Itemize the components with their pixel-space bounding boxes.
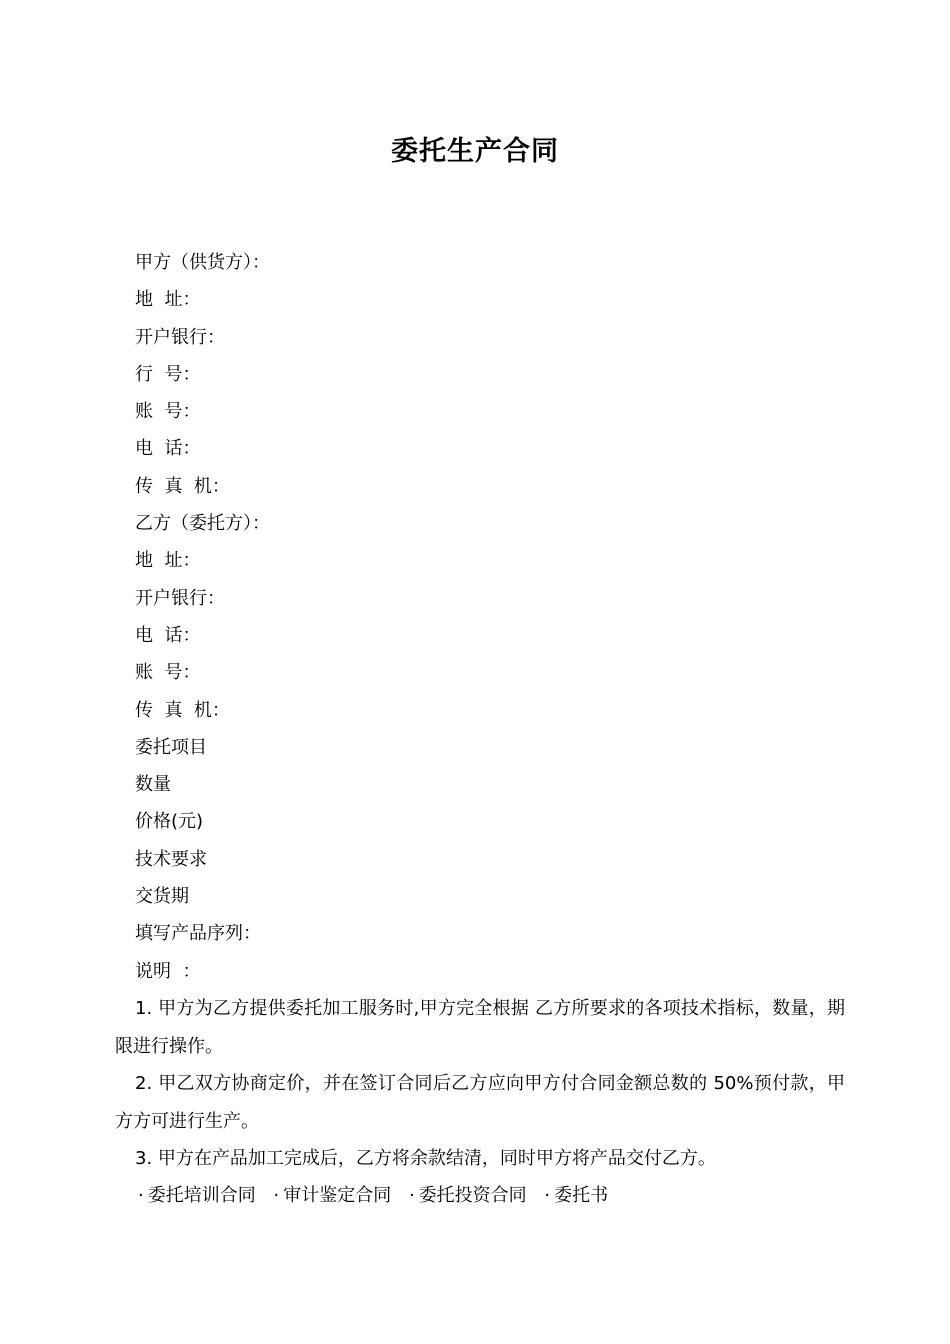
related-link-training-contract[interactable] bbox=[138, 1185, 256, 1206]
field-notes-heading: 说明 ： bbox=[135, 960, 201, 982]
field-party-b-fax: 传 真 机： bbox=[135, 699, 230, 721]
note-paragraph: 2. 甲乙双方协商定价，并在签订合同后乙方应向甲方付合同金额总数的 50%预付款，甲方方可进行生产。 bbox=[115, 1073, 845, 1132]
related-link-power-of-attorney[interactable] bbox=[544, 1185, 608, 1206]
field-party-a-account: 账 号： bbox=[135, 401, 201, 423]
field-quantity: 数量 bbox=[135, 774, 171, 796]
field-party-a: 甲方（供货方）： bbox=[135, 252, 270, 273]
related-link-label: 审计鉴定合同 bbox=[283, 1185, 392, 1206]
related-link-label: 委托书 bbox=[554, 1185, 609, 1206]
related-link-label: 委托培训合同 bbox=[147, 1185, 256, 1206]
field-party-a-bank-code: 行 号： bbox=[135, 363, 201, 385]
note-paragraph: 1. 甲方为乙方提供委托加工服务时,甲方完全根据 乙方所要求的各项技术指标，数量，期限进行操作。 bbox=[115, 998, 845, 1057]
bullet-icon: · bbox=[408, 1185, 415, 1206]
related-link-investment-contract[interactable] bbox=[409, 1185, 527, 1206]
field-party-a-bank: 开户银行： bbox=[135, 326, 225, 348]
related-links bbox=[138, 1177, 620, 1214]
field-party-b: 乙方（委托方）： bbox=[135, 513, 270, 535]
field-party-b-bank: 开户银行： bbox=[135, 587, 225, 609]
bullet-icon: · bbox=[273, 1185, 280, 1206]
field-project: 委托项目 bbox=[135, 736, 207, 758]
related-link-label: 委托投资合同 bbox=[418, 1185, 527, 1206]
bullet-icon: · bbox=[544, 1185, 551, 1206]
field-tech-requirements: 技术要求 bbox=[135, 848, 207, 870]
notes-section bbox=[115, 990, 845, 1178]
note-paragraph: 3. 甲方在产品加工完成后，乙方将余款结清，同时甲方将产品交付乙方。 bbox=[135, 1148, 716, 1169]
party-info-list bbox=[135, 244, 270, 990]
field-party-b-account: 账 号： bbox=[135, 662, 201, 684]
document-title: 委托生产合同 bbox=[391, 136, 559, 167]
bullet-icon: · bbox=[138, 1185, 144, 1206]
field-party-a-phone: 电 话： bbox=[135, 438, 201, 460]
field-party-b-phone: 电 话： bbox=[135, 624, 201, 646]
field-delivery-date: 交货期 bbox=[135, 886, 189, 908]
field-party-a-address: 地 址： bbox=[135, 289, 201, 311]
related-link-audit-contract[interactable] bbox=[273, 1185, 391, 1206]
field-party-a-fax: 传 真 机： bbox=[135, 475, 230, 497]
field-party-b-address: 地 址： bbox=[135, 550, 201, 572]
field-price: 价格(元) bbox=[135, 811, 204, 833]
field-product-serial: 填写产品序列： bbox=[135, 923, 261, 945]
